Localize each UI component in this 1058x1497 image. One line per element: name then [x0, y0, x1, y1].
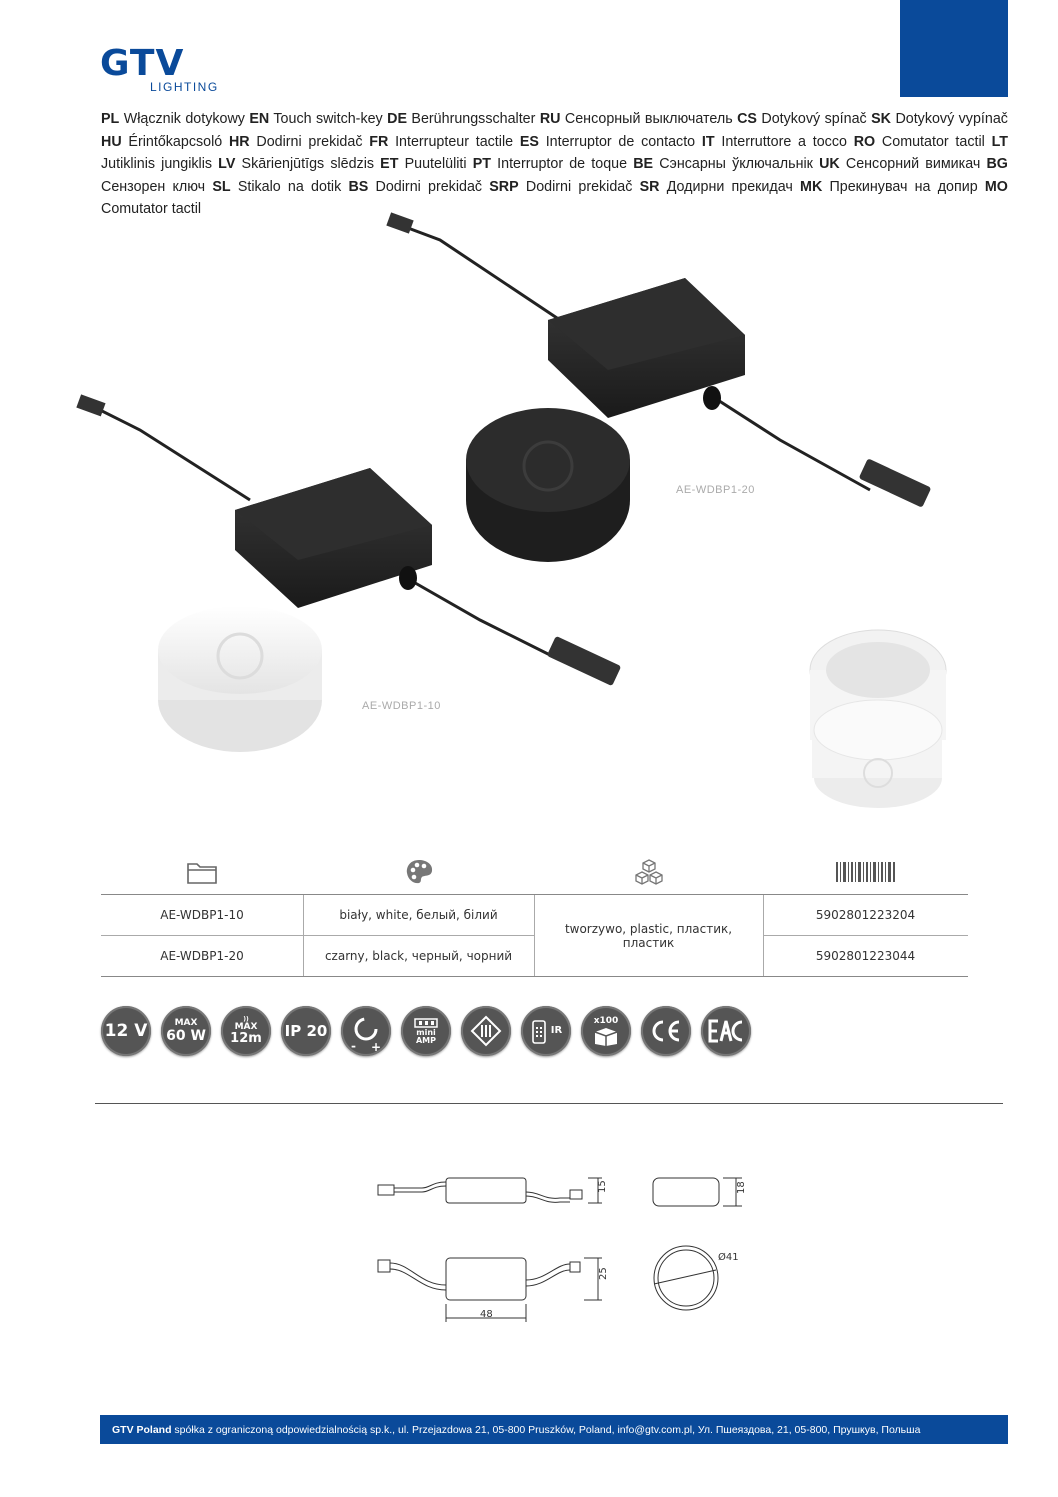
logo-wordmark: GTV — [100, 43, 185, 84]
lang-title: Comutator tactil — [881, 133, 985, 150]
folder-icon — [187, 860, 217, 884]
mini-amp-icon — [401, 1006, 451, 1056]
distance-value: 12m — [230, 1031, 262, 1046]
lang-title: Сэнсарны ўключальнік — [659, 156, 813, 172]
box-icon — [592, 1026, 620, 1046]
lang-code: SL — [212, 178, 231, 195]
cubes-icon — [634, 858, 664, 888]
lang-title: Interruptor de contacto — [545, 133, 696, 150]
ir-label: IR — [550, 1025, 563, 1036]
table-cell-ean: 5902801223044 — [815, 949, 916, 963]
table-cell-color: biały, white, белый, білий — [339, 908, 498, 922]
lang-title: Dodirni prekidač — [256, 133, 363, 150]
lang-title: Interruptor de toque — [497, 156, 628, 172]
lang-title: Interruttore a tocco — [721, 133, 847, 150]
ce-mark-icon — [641, 1006, 691, 1056]
product-photo — [60, 210, 1020, 830]
voltage-icon — [101, 1006, 151, 1056]
lang-title: Interrupteur tactile — [395, 133, 514, 150]
lang-code: LV — [218, 156, 236, 172]
lang-code: RU — [539, 111, 561, 127]
white-touch-puck — [158, 606, 322, 752]
lang-code: FR — [369, 133, 389, 150]
table-cell-color: czarny, black, черный, чорний — [324, 949, 513, 963]
lang-title: Puutelüliti — [404, 156, 467, 172]
lang-code: BG — [986, 156, 1008, 172]
section-divider — [95, 1103, 1003, 1104]
ip-label: IP 20 — [284, 1021, 328, 1040]
lang-code: BS — [348, 178, 369, 195]
dim-plus: + — [370, 1040, 381, 1054]
footer-company: GTV Poland — [112, 1423, 172, 1436]
palette-icon — [404, 858, 434, 886]
lang-title: Прекинувач на допир — [829, 178, 978, 195]
footer-address: spółka z ograniczoną odpowiedzialnością sp.k., ul. Przejazdowa 21, 05-800 Pruszków, Poland, info@gtv.com.pl, Ул. Пшеяздова, 21, 05-800, Прушкув, Польша — [171, 1423, 921, 1436]
lang-title: Skārienjūtīgs slēdzis — [241, 156, 375, 172]
lang-code: RO — [853, 133, 876, 150]
table-cell-code: AE-WDBP1-20 — [160, 949, 244, 963]
lang-code: MK — [800, 178, 823, 195]
table-cell-material: tworzywo, plastic, пластик, пластик — [564, 921, 733, 950]
lang-title: Сенсорный выключатель — [564, 111, 733, 127]
eac-icon — [708, 1019, 744, 1043]
package-icon — [581, 1006, 631, 1056]
dim-diameter-41: Ø41 — [718, 1252, 739, 1263]
voltage-label: 12 V — [104, 1020, 148, 1041]
product-names-multilingual — [101, 108, 1008, 221]
label-black-model: AE-WDBP1-20 — [676, 484, 755, 496]
barcode-icon — [836, 862, 896, 882]
side-view-controller — [378, 1178, 602, 1203]
lang-code: SR — [639, 178, 660, 195]
lang-code: LT — [991, 133, 1008, 150]
lang-title: Dodirni prekidač — [525, 178, 633, 195]
lang-code: IT — [701, 133, 715, 150]
product-table — [101, 894, 968, 977]
side-view-puck — [653, 1178, 742, 1206]
ip-rating-icon — [281, 1006, 331, 1056]
max-power-icon — [161, 1006, 211, 1056]
lang-title: Сенсорний вимикач — [845, 156, 981, 172]
lang-title: Berührungsschalter — [411, 111, 536, 127]
lang-code: SRP — [489, 178, 519, 195]
corner-accent — [900, 0, 1008, 97]
label-white-model: AE-WDBP1-10 — [362, 700, 441, 712]
remote-icon — [530, 1017, 550, 1045]
lang-title: Сензорен ключ — [101, 178, 206, 195]
lang-code: BE — [633, 156, 654, 172]
max-distance-icon: )) MAX 12m — [221, 1006, 271, 1056]
lang-title: Додирни прекидач — [666, 178, 793, 195]
lang-title: Touch switch-key — [273, 111, 383, 127]
lang-code: MO — [984, 178, 1008, 195]
dim-height-15: 15 — [597, 1180, 608, 1193]
top-view-puck — [654, 1246, 718, 1310]
lang-title: Dotykový vypínač — [895, 111, 1008, 127]
lang-code: SK — [871, 111, 892, 127]
dim-height-18: 18 — [736, 1181, 747, 1194]
lang-code: PL — [101, 111, 120, 127]
eac-mark-icon — [701, 1006, 751, 1056]
lang-title: Dodirni prekidač — [375, 178, 483, 195]
logo-subtitle: LIGHTING — [150, 80, 219, 94]
lang-code: ET — [380, 156, 399, 172]
lang-code: CS — [737, 111, 757, 127]
table-cell-code: AE-WDBP1-10 — [160, 908, 244, 922]
pack-label: x100 — [593, 1015, 619, 1026]
lang-title: Comutator tactil — [101, 201, 202, 217]
amp-label: AMP — [415, 1036, 436, 1045]
dimmer-icon — [341, 1006, 391, 1056]
dimension-drawings — [370, 1160, 750, 1330]
mini-label: mini — [416, 1028, 436, 1037]
lang-code: DE — [387, 111, 407, 127]
diamond-class3-icon — [470, 1015, 502, 1047]
mounting-ring — [810, 630, 946, 808]
lang-code: EN — [249, 111, 270, 127]
brand-logo — [100, 43, 225, 96]
table-header-icons — [101, 850, 968, 895]
class-iii-icon — [461, 1006, 511, 1056]
lang-code: HU — [101, 133, 122, 150]
lang-title: Włącznik dotykowy — [123, 111, 245, 127]
dim-width-25: 25 — [598, 1267, 609, 1280]
col-divider — [534, 895, 535, 976]
lang-title: Jutiklinis jungiklis — [101, 156, 213, 172]
black-touch-puck — [466, 408, 630, 562]
lang-code: HR — [228, 133, 250, 150]
distance-top: MAX — [234, 1022, 258, 1032]
spec-icons — [101, 1006, 761, 1058]
lang-code: UK — [819, 156, 840, 172]
dim-minus: - — [351, 1039, 356, 1053]
max-power-top: MAX — [174, 1018, 198, 1028]
dim-length-48: 48 — [480, 1309, 493, 1320]
lang-title: Érintőkapcsoló — [128, 133, 223, 150]
max-power-value: 60 W — [166, 1028, 206, 1044]
ce-icon — [649, 1019, 683, 1043]
lang-title: Dotykový spínač — [761, 111, 867, 127]
footer-bar — [100, 1415, 1008, 1444]
table-cell-ean: 5902801223204 — [815, 908, 916, 922]
lang-code: PT — [472, 156, 491, 172]
lang-code: ES — [519, 133, 539, 150]
ir-remote-icon — [521, 1006, 571, 1056]
lang-title: Stikalo na dotik — [237, 178, 342, 195]
